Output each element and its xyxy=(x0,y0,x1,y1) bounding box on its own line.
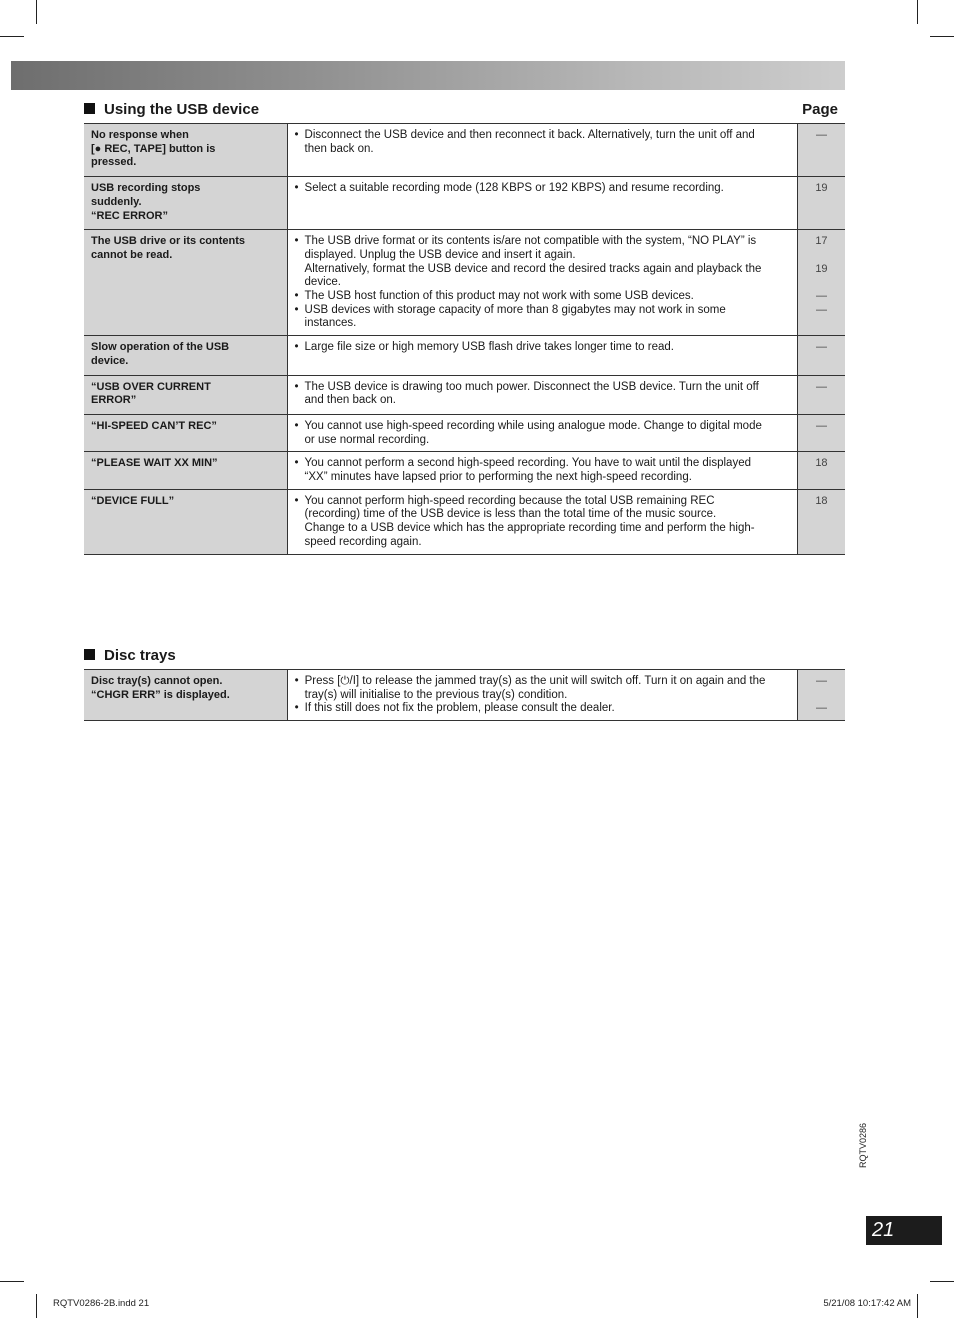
usb-troubleshooting-table xyxy=(84,123,845,555)
page-ref: — xyxy=(815,303,827,316)
remedy-line: device. xyxy=(304,276,341,289)
symptom-cell xyxy=(84,375,287,414)
table-row xyxy=(84,489,845,554)
remedy-line: Alternatively, format the USB device and record the desired tracks again and playback the xyxy=(304,262,762,275)
remedy-cell xyxy=(287,177,797,230)
symptom-line: pressed. xyxy=(91,156,137,169)
page-ref: 18 xyxy=(815,457,828,470)
crop-mark xyxy=(0,1281,24,1282)
remedy-cell xyxy=(287,452,797,489)
usb-section-heading xyxy=(84,101,845,123)
remedy-item: • Disconnect the USB device and then reconnect it back. Alternatively, turn the unit off and xyxy=(295,129,788,143)
page-ref: — xyxy=(815,341,827,354)
table-row xyxy=(84,375,845,414)
page-ref-spacer xyxy=(798,249,845,263)
page-ref-cell xyxy=(797,124,845,177)
symptom-line: suddenly. xyxy=(91,195,142,208)
remedy-item: • The USB host function of this product may not work with some USB devices. xyxy=(295,290,788,304)
square-bullet-icon xyxy=(84,649,95,660)
page-ref: — xyxy=(815,290,827,302)
remedy-item: • If this still does not fix the problem, please consult the dealer. xyxy=(295,702,788,716)
symptom-cell xyxy=(84,414,287,451)
remedy-line: speed recording again. xyxy=(304,535,422,548)
remedy-item: • USB devices with storage capacity of more than 8 gigabytes may not work in some xyxy=(295,304,788,318)
table-row xyxy=(84,177,845,230)
symptom-line: Slow operation of the USB xyxy=(91,341,230,354)
symptom-cell xyxy=(84,230,287,336)
symptom-cell xyxy=(84,452,287,489)
remedy-item: • The USB device is drawing too much power. Disconnect the USB device. Turn the unit off xyxy=(295,381,788,395)
crop-mark xyxy=(0,36,24,37)
remedy-item: • Press [⏻/I] to release the jammed tray(s) as the unit will switch off. Turn it on again and the xyxy=(295,675,788,689)
symptom-cell xyxy=(84,670,287,721)
disc-troubleshooting-table xyxy=(84,669,845,721)
page-ref: — xyxy=(815,675,827,687)
remedy-cell xyxy=(287,124,797,177)
page-column-header: Page xyxy=(802,101,838,118)
table-row xyxy=(84,336,845,375)
symptom-cell xyxy=(84,124,287,177)
remedy-item: • You cannot use high-speed recording while using analogue mode. Change to digital mode xyxy=(295,420,788,434)
remedy-line: then back on. xyxy=(304,142,374,155)
page-ref: 19 xyxy=(815,262,828,275)
remedy-cell xyxy=(287,375,797,414)
remedy-line: displayed. Unplug the USB device and insert it again. xyxy=(304,248,576,261)
page-ref-spacer xyxy=(798,276,845,290)
remedy-cell xyxy=(287,489,797,554)
page-number: 21 xyxy=(866,1216,942,1245)
symptom-line: [● REC, TAPE] button is xyxy=(91,142,216,155)
page-ref: — xyxy=(815,380,827,393)
square-bullet-icon xyxy=(84,103,95,114)
symptom-cell xyxy=(84,489,287,554)
page-ref: 17 xyxy=(815,235,828,248)
crop-mark xyxy=(930,36,954,37)
disc-section-heading xyxy=(84,647,845,669)
page-ref: — xyxy=(815,419,827,432)
symptom-line: No response when xyxy=(91,129,189,141)
remedy-item: • You cannot perform a second high-speed recording. You have to wait until the displayed xyxy=(295,457,788,471)
remedy-item: • Select a suitable recording mode (128 KBPS or 192 KBPS) and resume recording. xyxy=(295,182,788,196)
remedy-item: • You cannot perform high-speed recording because the total USB remaining REC xyxy=(295,495,788,509)
remedy-line: (recording) time of the USB device is less than the total time of the music source. xyxy=(304,508,717,521)
page-ref: 19 xyxy=(815,182,828,195)
table-row xyxy=(84,414,845,451)
remedy-line: and then back on. xyxy=(304,394,396,407)
table-row xyxy=(84,452,845,489)
symptom-line: ERROR” xyxy=(91,394,137,407)
page-ref-cell xyxy=(797,414,845,451)
symptom-line: “PLEASE WAIT XX MIN” xyxy=(91,457,218,470)
page-ref-cell xyxy=(797,336,845,375)
page-ref-cell xyxy=(797,177,845,230)
remedy-line: instances. xyxy=(304,317,357,330)
symptom-line: USB recording stops xyxy=(91,182,201,195)
header-gradient-bar xyxy=(11,61,845,90)
table-row xyxy=(84,670,845,721)
page-ref-cell xyxy=(797,452,845,489)
table-row xyxy=(84,230,845,336)
symptom-line: “CHGR ERR” is displayed. xyxy=(91,688,230,701)
symptom-line: cannot be read. xyxy=(91,248,173,261)
remedy-cell xyxy=(287,414,797,451)
crop-mark xyxy=(917,1294,918,1318)
symptom-line: “REC ERROR” xyxy=(91,209,169,222)
page-ref-spacer xyxy=(798,689,845,703)
page-ref: 18 xyxy=(815,494,828,507)
page-ref: — xyxy=(815,129,827,141)
remedy-cell xyxy=(287,336,797,375)
crop-mark xyxy=(917,0,918,24)
page-ref-cell xyxy=(797,489,845,554)
page-ref: — xyxy=(815,702,827,715)
crop-mark xyxy=(36,0,37,24)
remedy-line: Change to a USB device which has the appropriate recording time and perform the high- xyxy=(304,522,755,535)
remedy-cell xyxy=(287,670,797,721)
symptom-line: device. xyxy=(91,354,129,367)
remedy-item: • Large file size or high memory USB flash drive takes longer time to read. xyxy=(295,341,788,355)
footer-datetime: 5/21/08 10:17:42 AM xyxy=(823,1298,911,1309)
remedy-cell xyxy=(287,230,797,336)
disc-section-title: Disc trays xyxy=(104,647,176,664)
table-row xyxy=(84,124,845,177)
remedy-line: tray(s) will initialise to the previous tray(s) condition. xyxy=(304,688,568,701)
usb-section-title: Using the USB device xyxy=(104,101,260,118)
symptom-line: “HI-SPEED CAN’T REC” xyxy=(91,419,217,432)
symptom-line: “USB OVER CURRENT xyxy=(91,380,211,393)
symptom-cell xyxy=(84,177,287,230)
symptom-line: “DEVICE FULL” xyxy=(91,494,175,507)
symptom-cell xyxy=(84,336,287,375)
symptom-line: The USB drive or its contents xyxy=(91,235,246,248)
page-ref-cell xyxy=(797,375,845,414)
remedy-line: “XX” minutes have lapsed prior to performing the next high-speed recording. xyxy=(304,471,692,484)
page-ref-cell xyxy=(797,670,845,721)
crop-mark xyxy=(36,1294,37,1318)
remedy-line: or use normal recording. xyxy=(304,433,430,446)
footer-file: RQTV0286-2B.indd 21 xyxy=(53,1298,150,1309)
page-ref-cell xyxy=(797,230,845,336)
document-code: RQTV0286 xyxy=(858,1122,868,1168)
remedy-item: • The USB drive format or its contents is/are not compatible with the system, “NO PLAY” is xyxy=(295,235,788,249)
symptom-line: Disc tray(s) cannot open. xyxy=(91,675,223,687)
crop-mark xyxy=(930,1281,954,1282)
